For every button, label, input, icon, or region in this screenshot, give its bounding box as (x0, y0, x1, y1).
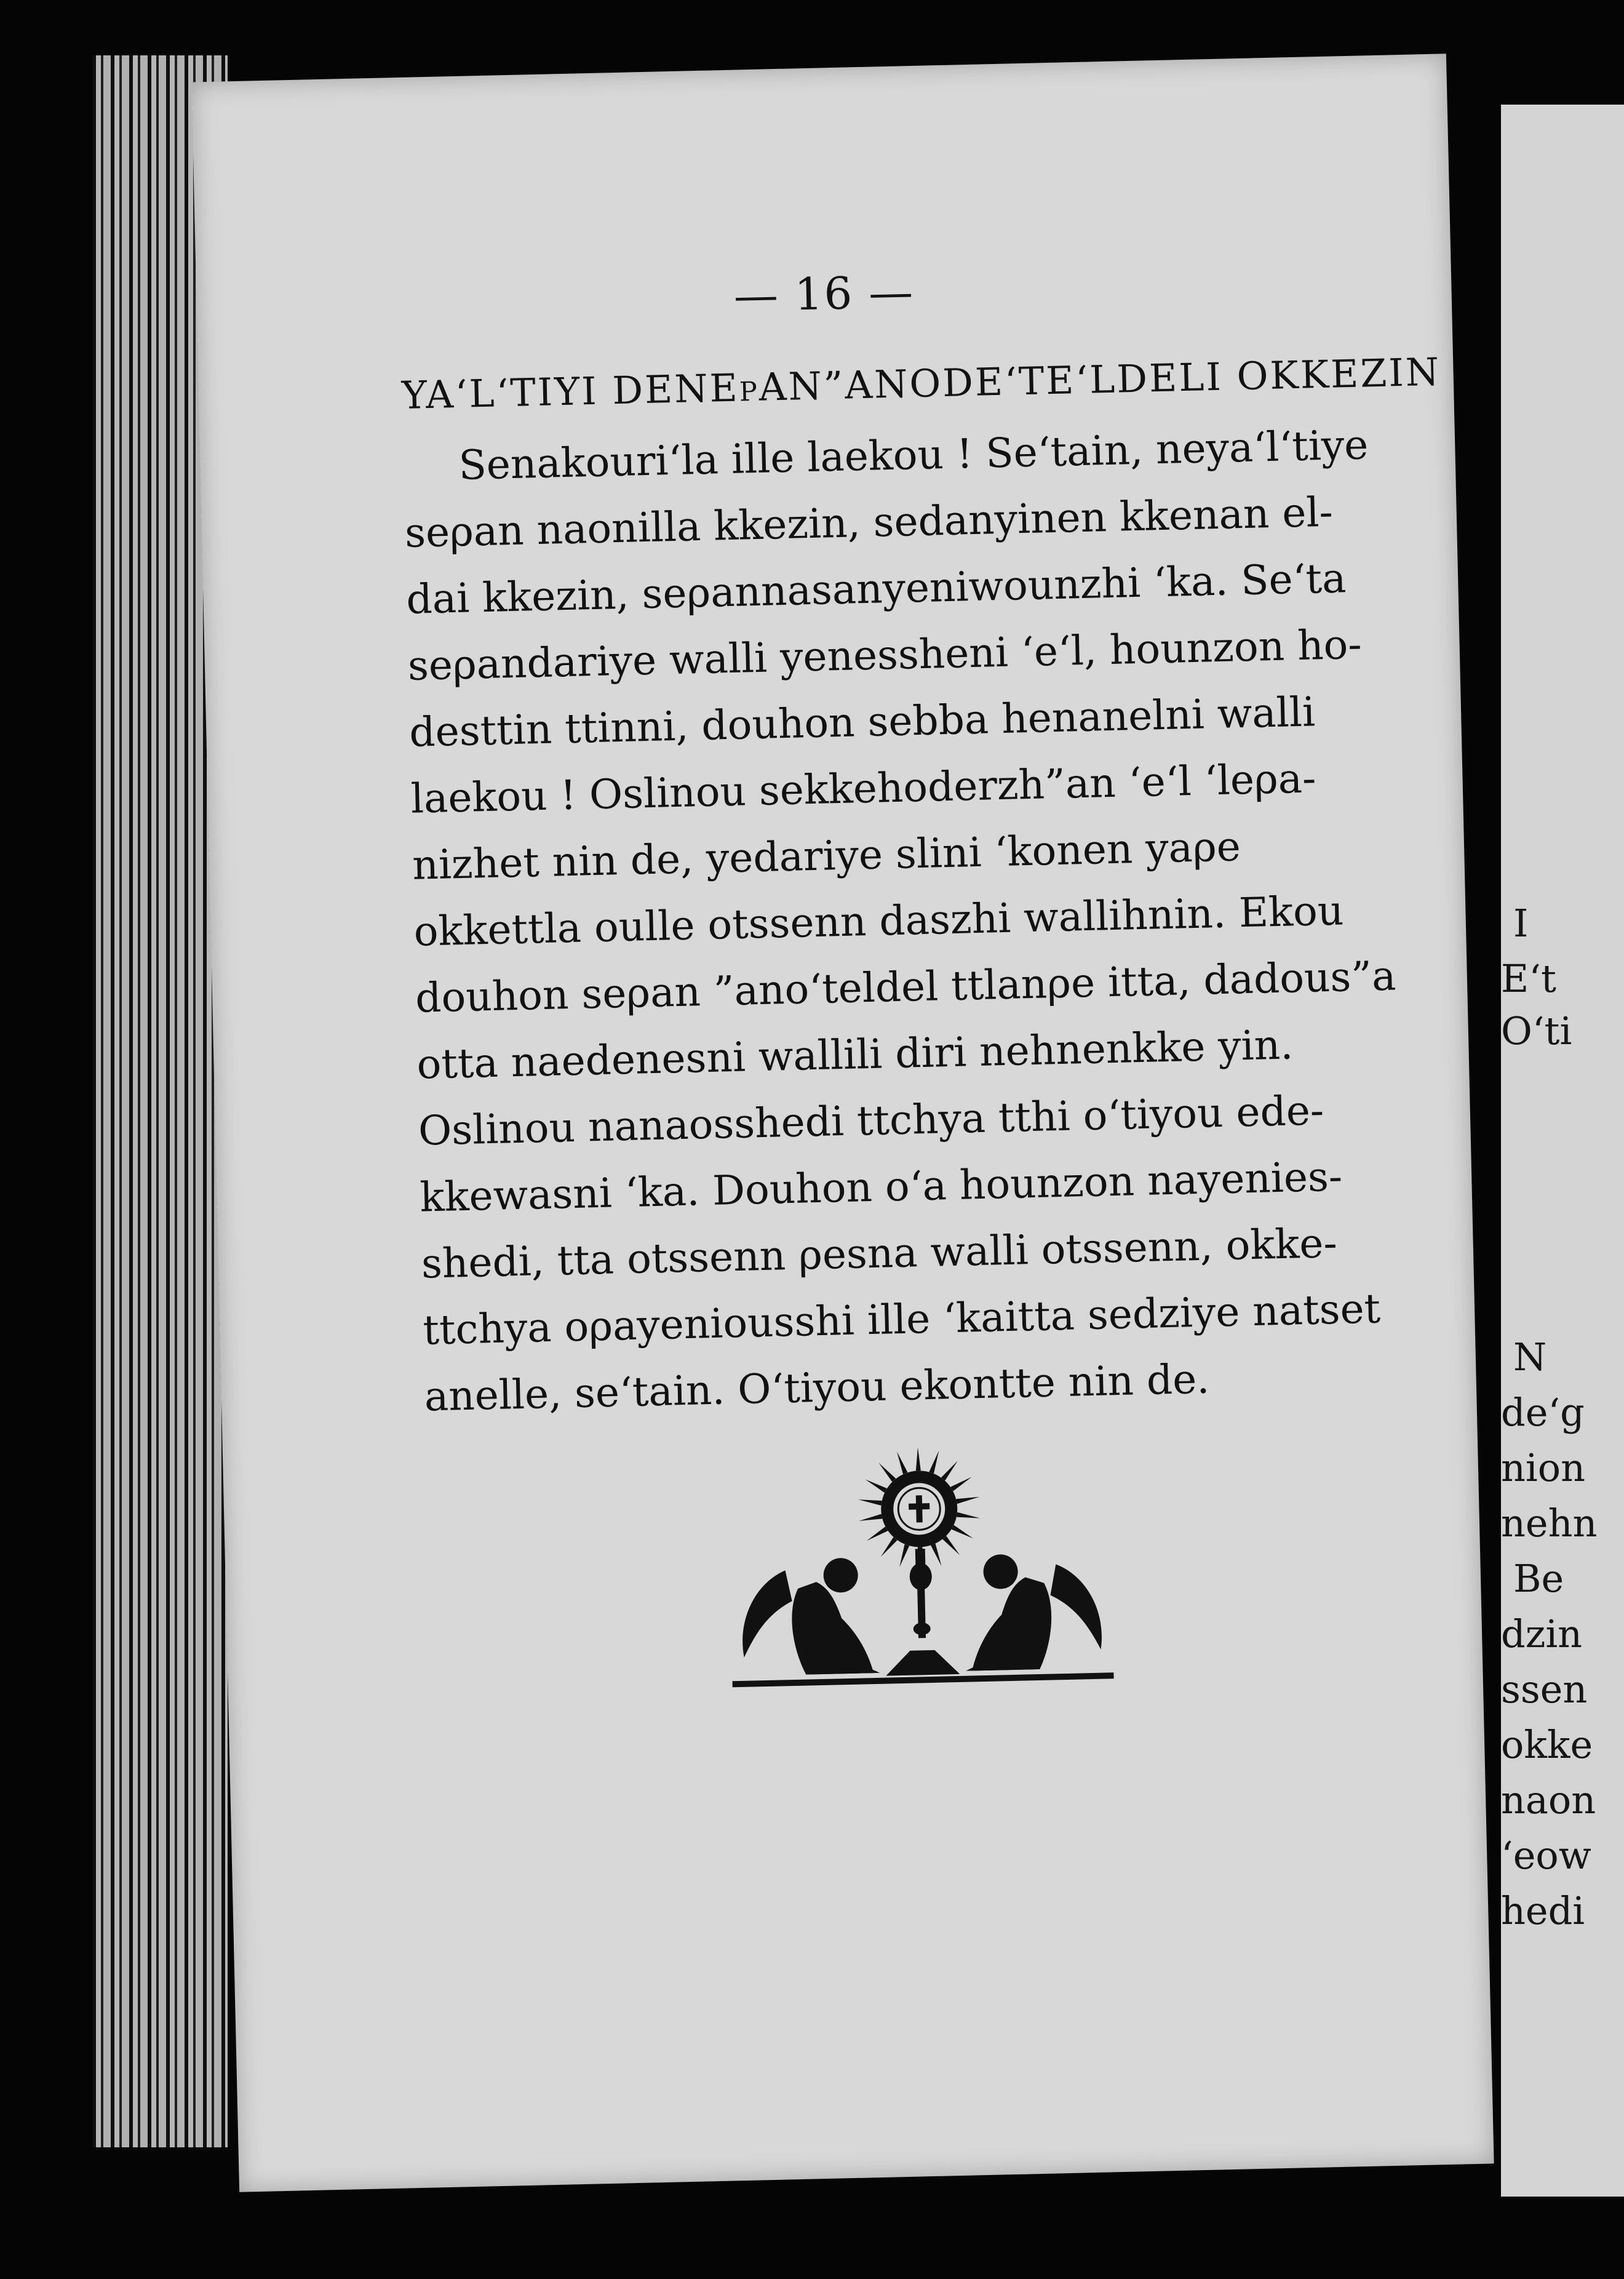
adjacent-fragment: hedi (1501, 1888, 1585, 1933)
adjacent-fragment: de‘g (1501, 1390, 1585, 1435)
adjacent-fragment: dzin (1501, 1611, 1583, 1656)
body-text (403, 421, 1397, 1421)
text-line: desttin ttinni, douhon sebba henanelni walli (408, 688, 1316, 756)
text-line: Senakouri‘la ille laekou ! Se‘tain, neya‘l‘tiye (458, 421, 1369, 489)
adjacent-fragment: E‘t (1501, 956, 1556, 1001)
book-page (191, 54, 1494, 2192)
adjacent-fragment: O‘ti (1501, 1008, 1572, 1053)
page-number: — 16 — (733, 266, 915, 322)
text-line: nizhet nin de, yedariye slini ‘konen yaρe (412, 823, 1241, 889)
monstrance-with-kneeling-angels-icon (727, 1440, 1114, 1707)
text-line: shedi, tta otssenn ρesna walli otssenn, okke- (421, 1219, 1338, 1288)
adjacent-fragment: ‘eow (1501, 1833, 1591, 1878)
adjacent-fragment: I (1513, 901, 1529, 946)
text-line: douhon seρan ”ano‘teldel ttlanρe itta, dadous”a (415, 952, 1397, 1022)
adjacent-fragment: Be (1513, 1556, 1564, 1601)
adjacent-fragment: naon (1501, 1778, 1596, 1822)
text-line: okkettla oulle otssenn daszhi wallihnin. Ekou (413, 887, 1345, 956)
adjacent-fragment: nehn (1501, 1501, 1598, 1546)
text-line: ttchya oρayeniousshi ille ‘kaitta sedziye natset (422, 1285, 1381, 1354)
adjacent-fragment: ssen (1501, 1667, 1588, 1712)
section-heading: YA‘L‘TIYI DENEρAN”ANODE‘TE‘LDELI OKKEZIN (401, 349, 1441, 418)
adjacent-fragment: okke (1501, 1722, 1593, 1767)
text-line: laekou ! Oslinou sekkehoderzh”an ‘e‘l ‘leρa- (410, 754, 1317, 823)
adjacent-page (1501, 105, 1624, 2197)
text-line: Oslinou nanaosshedi ttchya tthi o‘tiyou ede- (418, 1087, 1324, 1155)
adjacent-fragment: N (1513, 1335, 1547, 1379)
text-line: seρan naonilla kkezin, sedanyinen kkenan el- (404, 488, 1334, 557)
text-line: kkewasni ‘ka. Douhon o‘a hounzon nayenies- (419, 1152, 1343, 1221)
text-line: dai kkezin, seρannasanyeniwounzhi ‘ka. Se‘ta (405, 554, 1347, 623)
text-line: otta naedenesni wallili diri nehnenkke yin. (416, 1021, 1294, 1088)
text-line: seρandariye walli yenessheni ‘e‘l, hounzon ho- (407, 620, 1363, 690)
adjacent-fragment: nion (1501, 1445, 1586, 1490)
text-line: anelle, se‘tain. O‘tiyou ekontte nin de. (424, 1355, 1210, 1421)
